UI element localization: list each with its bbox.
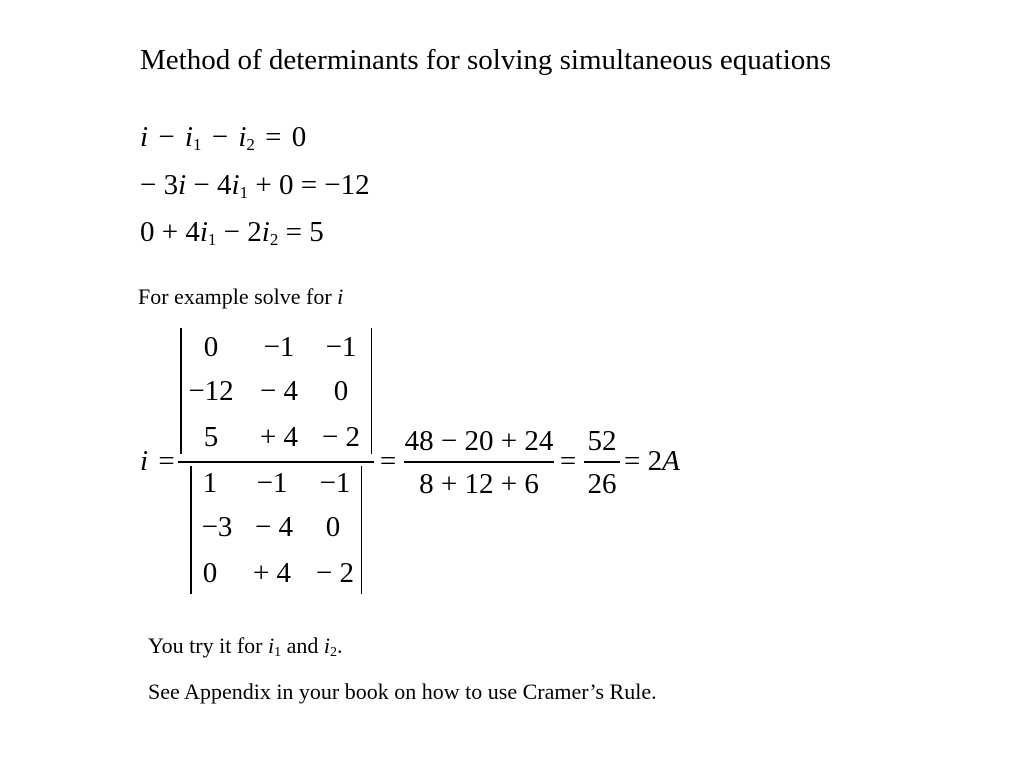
try-and: and: [281, 633, 324, 658]
num-cell-r1c3: −1: [325, 331, 357, 363]
step2-numerator: 52: [587, 425, 617, 457]
try-var-2: i: [323, 633, 331, 658]
eq1-op-minus-1: −: [158, 121, 175, 153]
try-period: .: [337, 633, 343, 658]
den-cell-r1c1: 1: [202, 467, 218, 499]
eq3-coef-2: − 2: [223, 216, 262, 248]
den-cell-r3c2: + 4: [252, 557, 292, 589]
appendix-note: See Appendix in your book on how to use Cramer’s Rule.: [148, 679, 657, 704]
prompt-var: i: [337, 284, 344, 309]
numerator-determinant: [180, 328, 372, 454]
step2-fraction-line: [584, 461, 620, 463]
eq2-rest: + 0 = −12: [255, 169, 370, 201]
eq3-var-i2: i: [261, 216, 270, 248]
eq1-equals: =: [265, 121, 282, 153]
result-unit: A: [662, 445, 680, 477]
step1-numerator: 48 − 20 + 24: [404, 425, 554, 457]
try-var-1: i: [268, 633, 275, 658]
eq3-var-i1: i: [199, 216, 208, 248]
eq2-sub-1: 1: [239, 183, 249, 202]
try-sub-1: 1: [274, 645, 282, 660]
den-cell-r2c1: −3: [201, 511, 233, 543]
determinant-fraction-line: [178, 461, 374, 463]
result-value: = 2: [624, 445, 663, 477]
solution-var-i: i: [140, 445, 149, 477]
equals-step1: =: [379, 445, 397, 477]
eq3-sub-2: 2: [269, 230, 279, 249]
eq1-var-i1: i: [184, 121, 193, 153]
eq1-op-minus-2: −: [211, 121, 229, 153]
num-cell-r1c2: −1: [263, 331, 295, 363]
equation-1: [140, 120, 306, 154]
eq2-var-i: i: [178, 169, 187, 201]
result: [624, 444, 680, 478]
equals-step2: =: [559, 445, 577, 477]
try-sub-2: 2: [330, 645, 338, 660]
num-cell-r2c3: 0: [333, 375, 349, 407]
den-cell-r1c2: −1: [256, 467, 288, 499]
den-cell-r3c3: − 2: [315, 557, 355, 589]
num-cell-r2c1: −12: [188, 375, 234, 407]
num-cell-r2c2: − 4: [259, 375, 299, 407]
num-cell-r1c1: 0: [203, 331, 219, 363]
eq2-coef-1: − 3: [140, 169, 179, 201]
eq3-sub-1: 1: [207, 230, 217, 249]
eq3-rhs: = 5: [285, 216, 324, 248]
den-cell-r3c1: 0: [202, 557, 218, 589]
denominator-determinant: [190, 466, 362, 594]
eq2-var-i1: i: [231, 169, 240, 201]
prompt-text: For example solve for: [138, 284, 338, 309]
step1-denominator: 8 + 12 + 6: [419, 468, 539, 500]
equation-2: [140, 168, 370, 202]
eq1-rhs: 0: [291, 121, 307, 153]
num-cell-r3c2: + 4: [259, 421, 299, 453]
page-title: Method of determinants for solving simultaneous equations: [140, 44, 832, 76]
step2-denominator: 26: [587, 468, 617, 500]
num-cell-r3c1: 5: [203, 421, 219, 453]
den-cell-r1c3: −1: [319, 467, 351, 499]
step1-fraction-line: [404, 461, 554, 463]
den-cell-r2c2: − 4: [254, 511, 294, 543]
eq1-var-i: i: [140, 121, 149, 153]
num-cell-r3c3: − 2: [321, 421, 361, 453]
try-note: [148, 632, 343, 660]
eq1-var-i2: i: [238, 121, 247, 153]
eq2-coef-2: − 4: [193, 169, 232, 201]
equation-3: [140, 215, 324, 249]
solution-lhs: [140, 444, 178, 478]
eq3-coef-1: 0 + 4: [140, 216, 200, 248]
solution-equals: =: [158, 445, 175, 477]
eq1-sub-1: 1: [192, 135, 202, 154]
solve-prompt: [138, 283, 343, 311]
eq1-sub-2: 2: [246, 135, 255, 154]
try-prefix: You try it for: [148, 633, 269, 658]
den-cell-r2c3: 0: [325, 511, 341, 543]
